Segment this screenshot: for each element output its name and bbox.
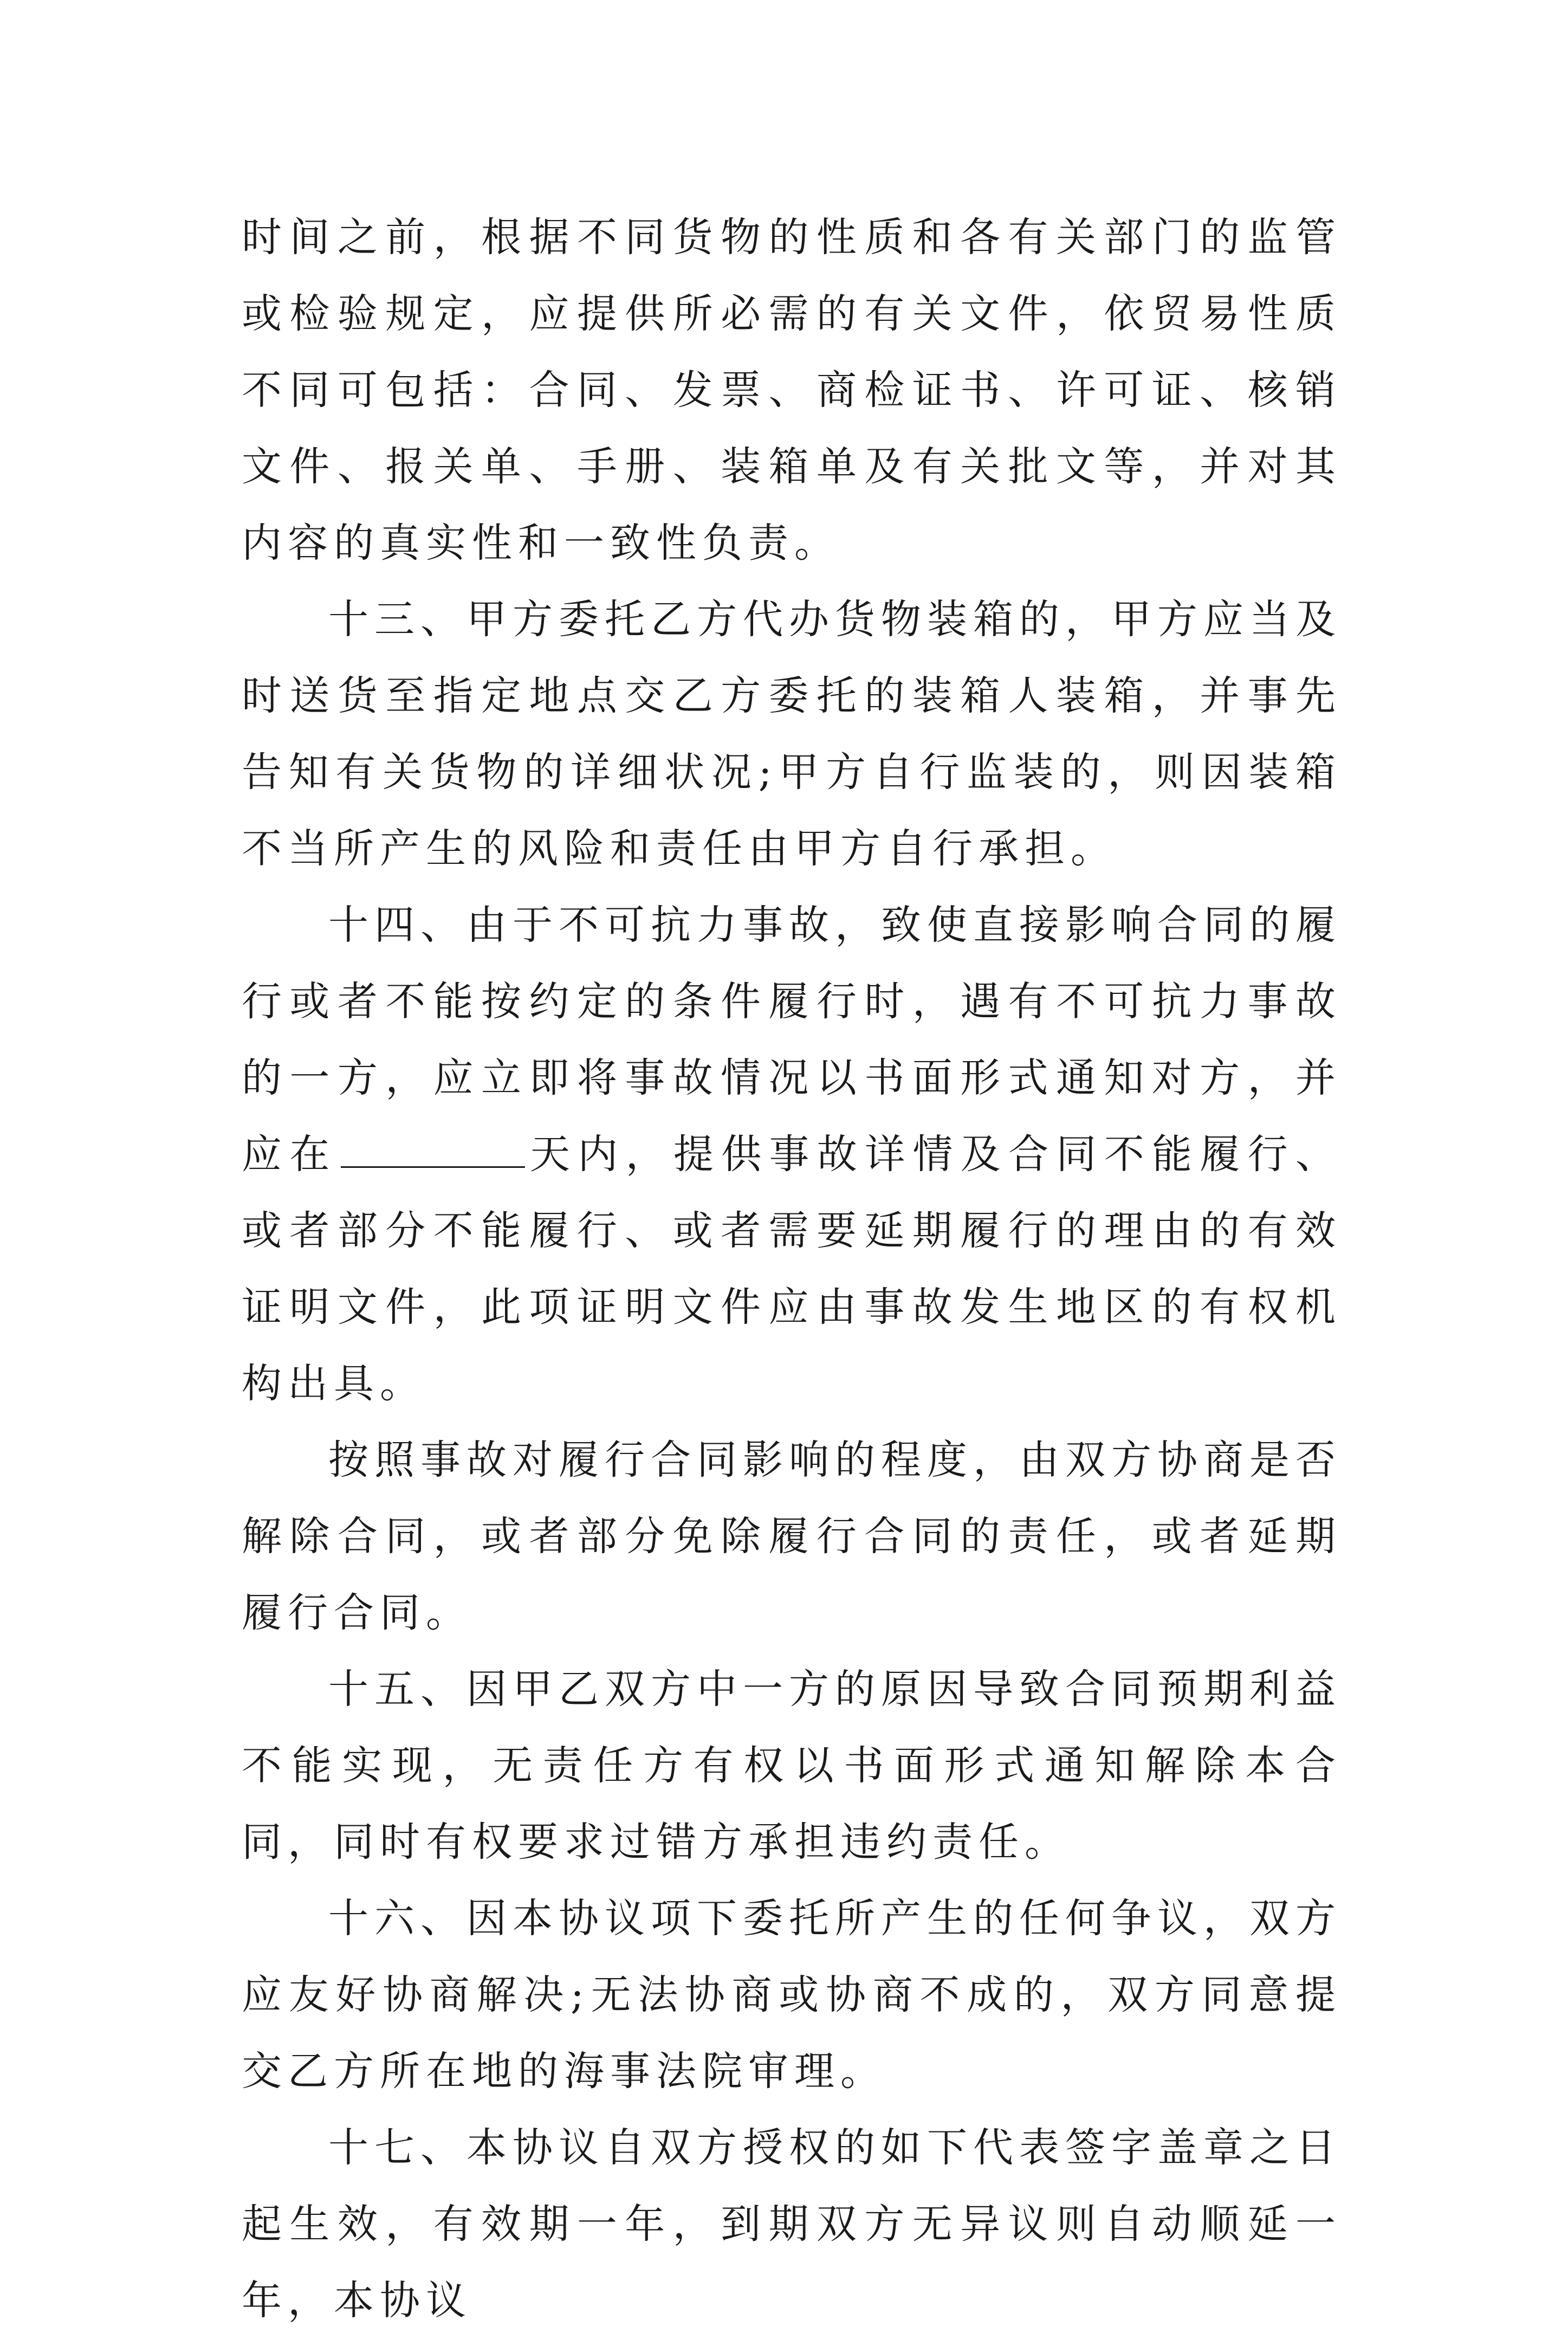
paragraph-clause-17: 十七、本协议自双方授权的如下代表签字盖章之日起生效，有效期一年，到期双方无异议则自动顺延一年，本协议: [242, 2124, 1342, 2324]
paragraph-force-majeure-handling: 按照事故对履行合同影响的程度，由双方协商是否解除合同，或者部分免除履行合同的责任，或者延期履行合同。: [242, 1437, 1342, 1636]
paragraph-clause-13: 十三、甲方委托乙方代办货物装箱的，甲方应当及时送货至指定地点交乙方委托的装箱人装箱，并事先告知有关货物的详细状况;甲方自行监装的，则因装箱不当所产生的风险和责任由甲方自行承担。: [242, 596, 1342, 872]
paragraph-clause-15: 十五、因甲乙双方中一方的原因导致合同预期利益不能实现，无责任方有权以书面形式通知解除本合同，同时有权要求过错方承担违约责任。: [242, 1666, 1342, 1865]
paragraph-clause-16: 十六、因本协议项下委托所产生的任何争议，双方应友好协商解决;无法协商或协商不成的，双方同意提交乙方所在地的海事法院审理。: [242, 1895, 1342, 2095]
fill-in-blank-days: [341, 1166, 525, 1168]
paragraph-clause-14: [242, 887, 1342, 1422]
clause-14-text-before-blank: 十四、由于不可抗力事故，致使直接影响合同的履行或者不能按约定的条件履行时，遇有不可抗力事故的一方，应立即将事故情况以书面形式通知对方，并应在: [242, 902, 1342, 1178]
clause-14-text-after-blank: 天内，提供事故详情及合同不能履行、或者部分不能履行、或者需要延期履行的理由的有效证明文件，此项证明文件应由事故发生地区的有权机构出具。: [242, 1131, 1342, 1407]
paragraph-required-documents: 时间之前，根据不同货物的性质和各有关部门的监管或检验规定，应提供所必需的有关文件，依贸易性质不同可包括：合同、发票、商检证书、许可证、核销文件、报关单、手册、装箱单及有关批文等，并对其内容的真实性和一致性负责。: [242, 214, 1342, 566]
document-body: [242, 199, 1342, 2339]
